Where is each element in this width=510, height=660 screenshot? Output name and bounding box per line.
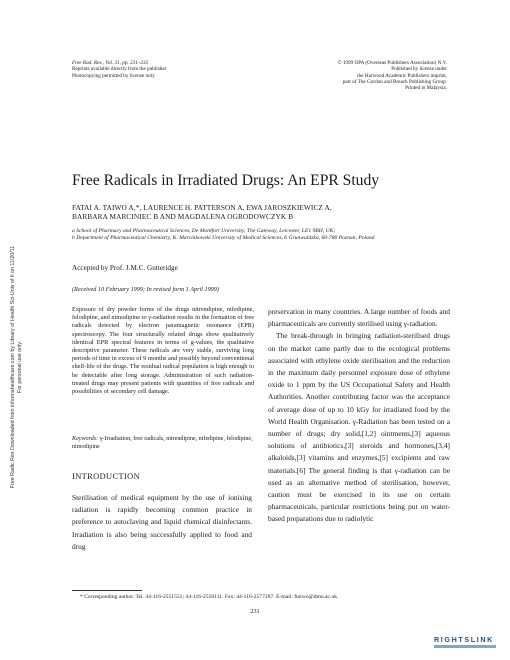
right-column-paragraph-1: preservation in many countries. A large number of foods and pharmaceuticals are currently sterilised using γ-radiation. [268,307,450,329]
corresponding-author-footnote: * Corresponding author. Tel. 44-116-2551551; 44-116-2558111. Fax: 44-116-2577287. E-mail: ftaiwo@dmu.ac.uk. [80,594,339,600]
rightslink-logo-bar [434,645,496,648]
affiliation-b: b Department of Pharmaceutical Chemistry, K. Marcinkowski University of Medical Sciences, 6 Grunwaldzka, 60-780 Poznan, Poland [72,235,375,241]
article-title: Free Radicals in Irradiated Drugs: An EPR Study [72,172,380,189]
photocopy-note: Photocopying permitted by license only [72,72,155,79]
journal-citation: Free Rad. Res., Vol. 31, pp. 231–235 [72,60,149,66]
publisher-line-4: part of The Gordon and Breach Publishing Group. [342,78,447,85]
reprint-note: Reprints available directly from the publisher [72,66,167,73]
author-line-1: FATAI A. TAIWO A,*, LAURENCE H. PATTERSON A, EWA JAROSZKIEWICZ A, [72,203,332,212]
download-watermark-line2: For personal use only. [17,341,23,394]
keywords-label: Keywords: [72,436,99,442]
publisher-header [338,60,447,91]
affiliation-a: a School of Pharmacy and Pharmaceutical Sciences, De Montfort University, The Gateway, Leicester, LE1 9BH, UK; [72,228,336,234]
publisher-line-3: the Harwood Academic Publishers imprint, [357,72,447,79]
accepted-by: Accepted by Prof. J.M.C. Gutteridge [72,264,178,272]
journal-header [72,60,166,79]
download-watermark [2,200,32,540]
introduction-paragraph: Sterilisation of medical equipment by the use of ionising radiation is rapidly becoming common practice in preference to autoclaving and liquid chemical disinfectants. Irradiation is also being successfully applied to food and drug [72,493,252,551]
affiliations [72,228,452,242]
abstract: Exposure of dry powder forms of the drugs nitrendipine, nifedipine, felodipine, and nimodipine to γ-radiation results in the formation of free radicals detected by electron paramagnetic resonance (EPR) spectroscopy. The four structurally related drugs show qualitatively identical EPR spectral features in terms of g-values, the qualitative descriptive parameter. These radicals are very stable, surviving long periods of time in excess of 9 months and possibly beyond conventional shelf-life of the drugs. The residual radical population is high enough to be detectable after long storage. Administration of such radiation-treated drugs may present patients with quantities of free radicals and possibilities of secondary cell damage. [72,306,254,396]
received-dates: (Received 10 February 1999; In revised form 1 April 1999) [72,286,219,293]
author-list [72,203,452,222]
rightslink-logo[interactable] [434,635,504,651]
right-column-paragraph-2: The break-through in bringing radiation-sterilised drugs on the market came partly due to the ecological problems associated with ethylene oxide sterilisation and the reduction in the maximum daily personnel exposure dose of ethylene oxide to 1 ppm by the US Occupational Safety and Health Authorities. Another contributing factor was the acceptance of average dose of up to 10 kGy for irradiated food by the World Health Organisation. γ-Radiation has been tested on a number of drugs; dry solid,[1,2] ointments,[3] aqueous solutions of antibiotics,[3] steroids and hormones,[3,4] alkaloids,[3] vitamins and enzymes,[5] excipients and raw materials.[6] The general finding is that γ-radiation can be used as an alternative method of sterilisation, however, caution must be exercised in its use on certain pharmaceuticals, particular restrictions being put on water-based preparations due to radiolytic [268,331,450,524]
publisher-line-5: Printed in Malaysia. [405,85,447,92]
publisher-line-2: Published by license under [391,66,447,73]
right-column-text [268,306,450,526]
download-watermark-line1: Free Radic Res Downloaded from informahealthcare.com by Library of Health Sci-Univ of Il on 11/20/11 [10,245,16,489]
rightslink-logo-text: RIGHTSLINK [434,635,494,644]
footnote-divider [72,590,142,591]
keywords-text: γ-Irradiation, free radicals, nitrendipine, nifedipine, felodipine, nimodipine [72,436,253,450]
copyright-line: © 1999 OPA (Overseas Publishers Association) N.V. [337,60,447,66]
section-heading-introduction: INTRODUCTION [72,472,141,481]
page-number: 231 [250,608,260,615]
keywords [72,436,254,451]
author-line-2: BARBARA MARCINIEC B AND MAGDALENA OGRODOWCZYK B [72,212,294,222]
